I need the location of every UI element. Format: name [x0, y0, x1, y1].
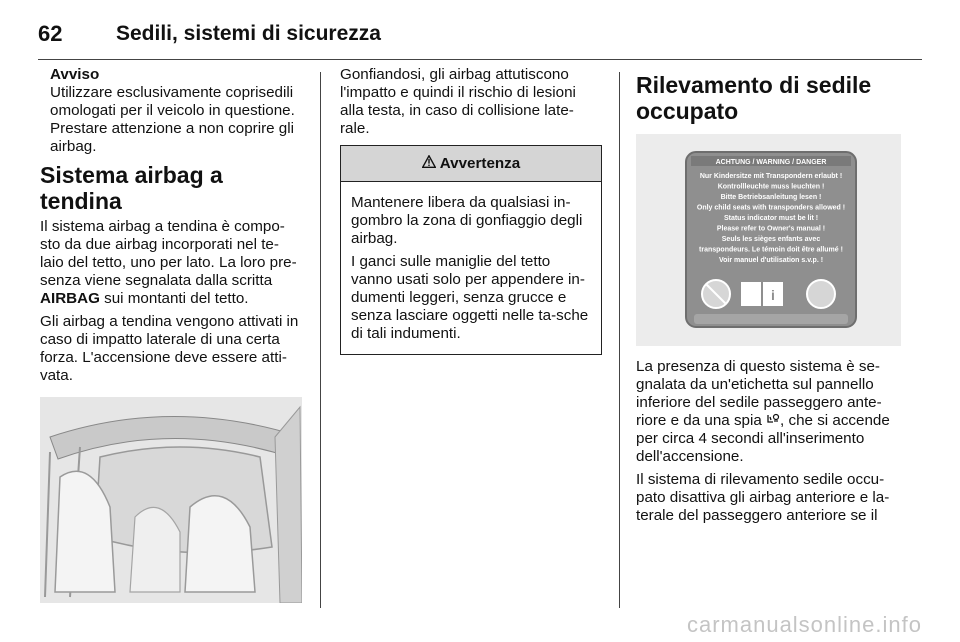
- label-banner: ACHTUNG / WARNING / DANGER: [715, 159, 827, 166]
- warning-box: [340, 145, 602, 355]
- paragraph: [40, 218, 302, 308]
- header-rule: [38, 59, 922, 60]
- page-title: Sedili, sistemi di sicurezza: [116, 22, 381, 45]
- warning-body: [341, 182, 601, 354]
- paragraph: Gonfiandosi, gli airbag attutiscono l'impatto e quindi il rischio di lesioni alla testa, in caso di collisione late-rale.: [340, 66, 576, 137]
- notice-title: Avviso: [50, 66, 100, 83]
- paragraph-text: Il sistema airbag a tendina è compo-sto da due airbag incorporati nel te-laio del tetto, uno per lato. La loro pre-senza viene segnalata dalla scritta: [40, 218, 297, 289]
- watermark: carmanualsonline.info: [686, 612, 922, 637]
- paragraph-text: , che si accende per circa 4 secondi all'inserimento dell'accensione.: [636, 412, 890, 465]
- paragraph-text: La presenza di questo sistema è se-gnalata da un'etichetta sul pannello inferiore del sedile passeggero ante-riore e da una spia: [636, 358, 882, 429]
- child-seat-icon: [807, 280, 835, 308]
- page-header: [38, 14, 381, 54]
- warning-paragraph: I ganci sulle maniglie del tetto vanno usati solo per appendere in-dumenti leggeri, senza grucce e senza lasciare oggetti nelle ta-sche di tali indumenti.: [351, 253, 589, 342]
- section-heading-curtain-airbag: Sistema airbag a tendina: [40, 162, 223, 214]
- notice-block: [50, 66, 302, 156]
- warning-title: Avvertenza: [439, 155, 521, 172]
- paragraph-text: sui montanti del tetto.: [104, 290, 249, 307]
- column-middle: [340, 66, 602, 355]
- paragraph: [636, 358, 901, 466]
- label-line: Only child seats with transponders allowed !: [696, 204, 846, 212]
- label-line: Voir manuel d'utilisation s.v.p. !: [718, 257, 824, 264]
- label-line: transpondeurs. Le témoin doit être allumé !: [699, 246, 843, 254]
- label-line: Status indicator must be lit !: [723, 215, 819, 222]
- label-line: Kontrollleuchte muss leuchten !: [717, 183, 825, 191]
- label-line: Nur Kindersitze mit Transpondern erlaubt !: [699, 173, 843, 180]
- warning-paragraph: Mantenere libera da qualsiasi in-gombro la zona di gonfiaggio degli airbag.: [351, 194, 583, 247]
- warning-triangle-icon: [422, 155, 436, 173]
- svg-text:i: i: [771, 287, 775, 303]
- airbag-marking: AIRBAG: [40, 290, 100, 307]
- warning-header: [341, 146, 601, 182]
- warning-label-image: [636, 134, 901, 346]
- section-heading-seat-occupancy: Rilevamento di sedile occupato: [636, 72, 872, 124]
- column-right: [636, 66, 901, 530]
- notice-text: Utilizzare esclusivamente coprisedili omologati per il veicolo in questione. Prestare attenzione a non coprire gli airbag.: [50, 84, 295, 155]
- label-line: Please refer to Owner's manual !: [716, 225, 826, 233]
- page-number: 62: [38, 21, 63, 46]
- column-divider-2: [619, 72, 620, 608]
- label-line: Seuls les sièges enfants avec: [721, 236, 821, 243]
- airbag-off-indicator-icon: [766, 412, 780, 430]
- label-line: Bitte Betriebsanleitung lesen !: [720, 194, 822, 201]
- paragraph: Gli airbag a tendina vengono attivati in caso di impatto laterale di una certa forza. L'accensione deve essere atti-vata.: [40, 313, 299, 384]
- paragraph: Il sistema di rilevamento sedile occu-pato disattiva gli airbag anteriore e la-terale del passeggero anteriore se il: [636, 471, 890, 524]
- manual-book-icon: [741, 282, 761, 306]
- column-divider-1: [320, 72, 321, 608]
- curtain-airbag-illustration: [40, 397, 302, 603]
- column-left: [40, 66, 302, 603]
